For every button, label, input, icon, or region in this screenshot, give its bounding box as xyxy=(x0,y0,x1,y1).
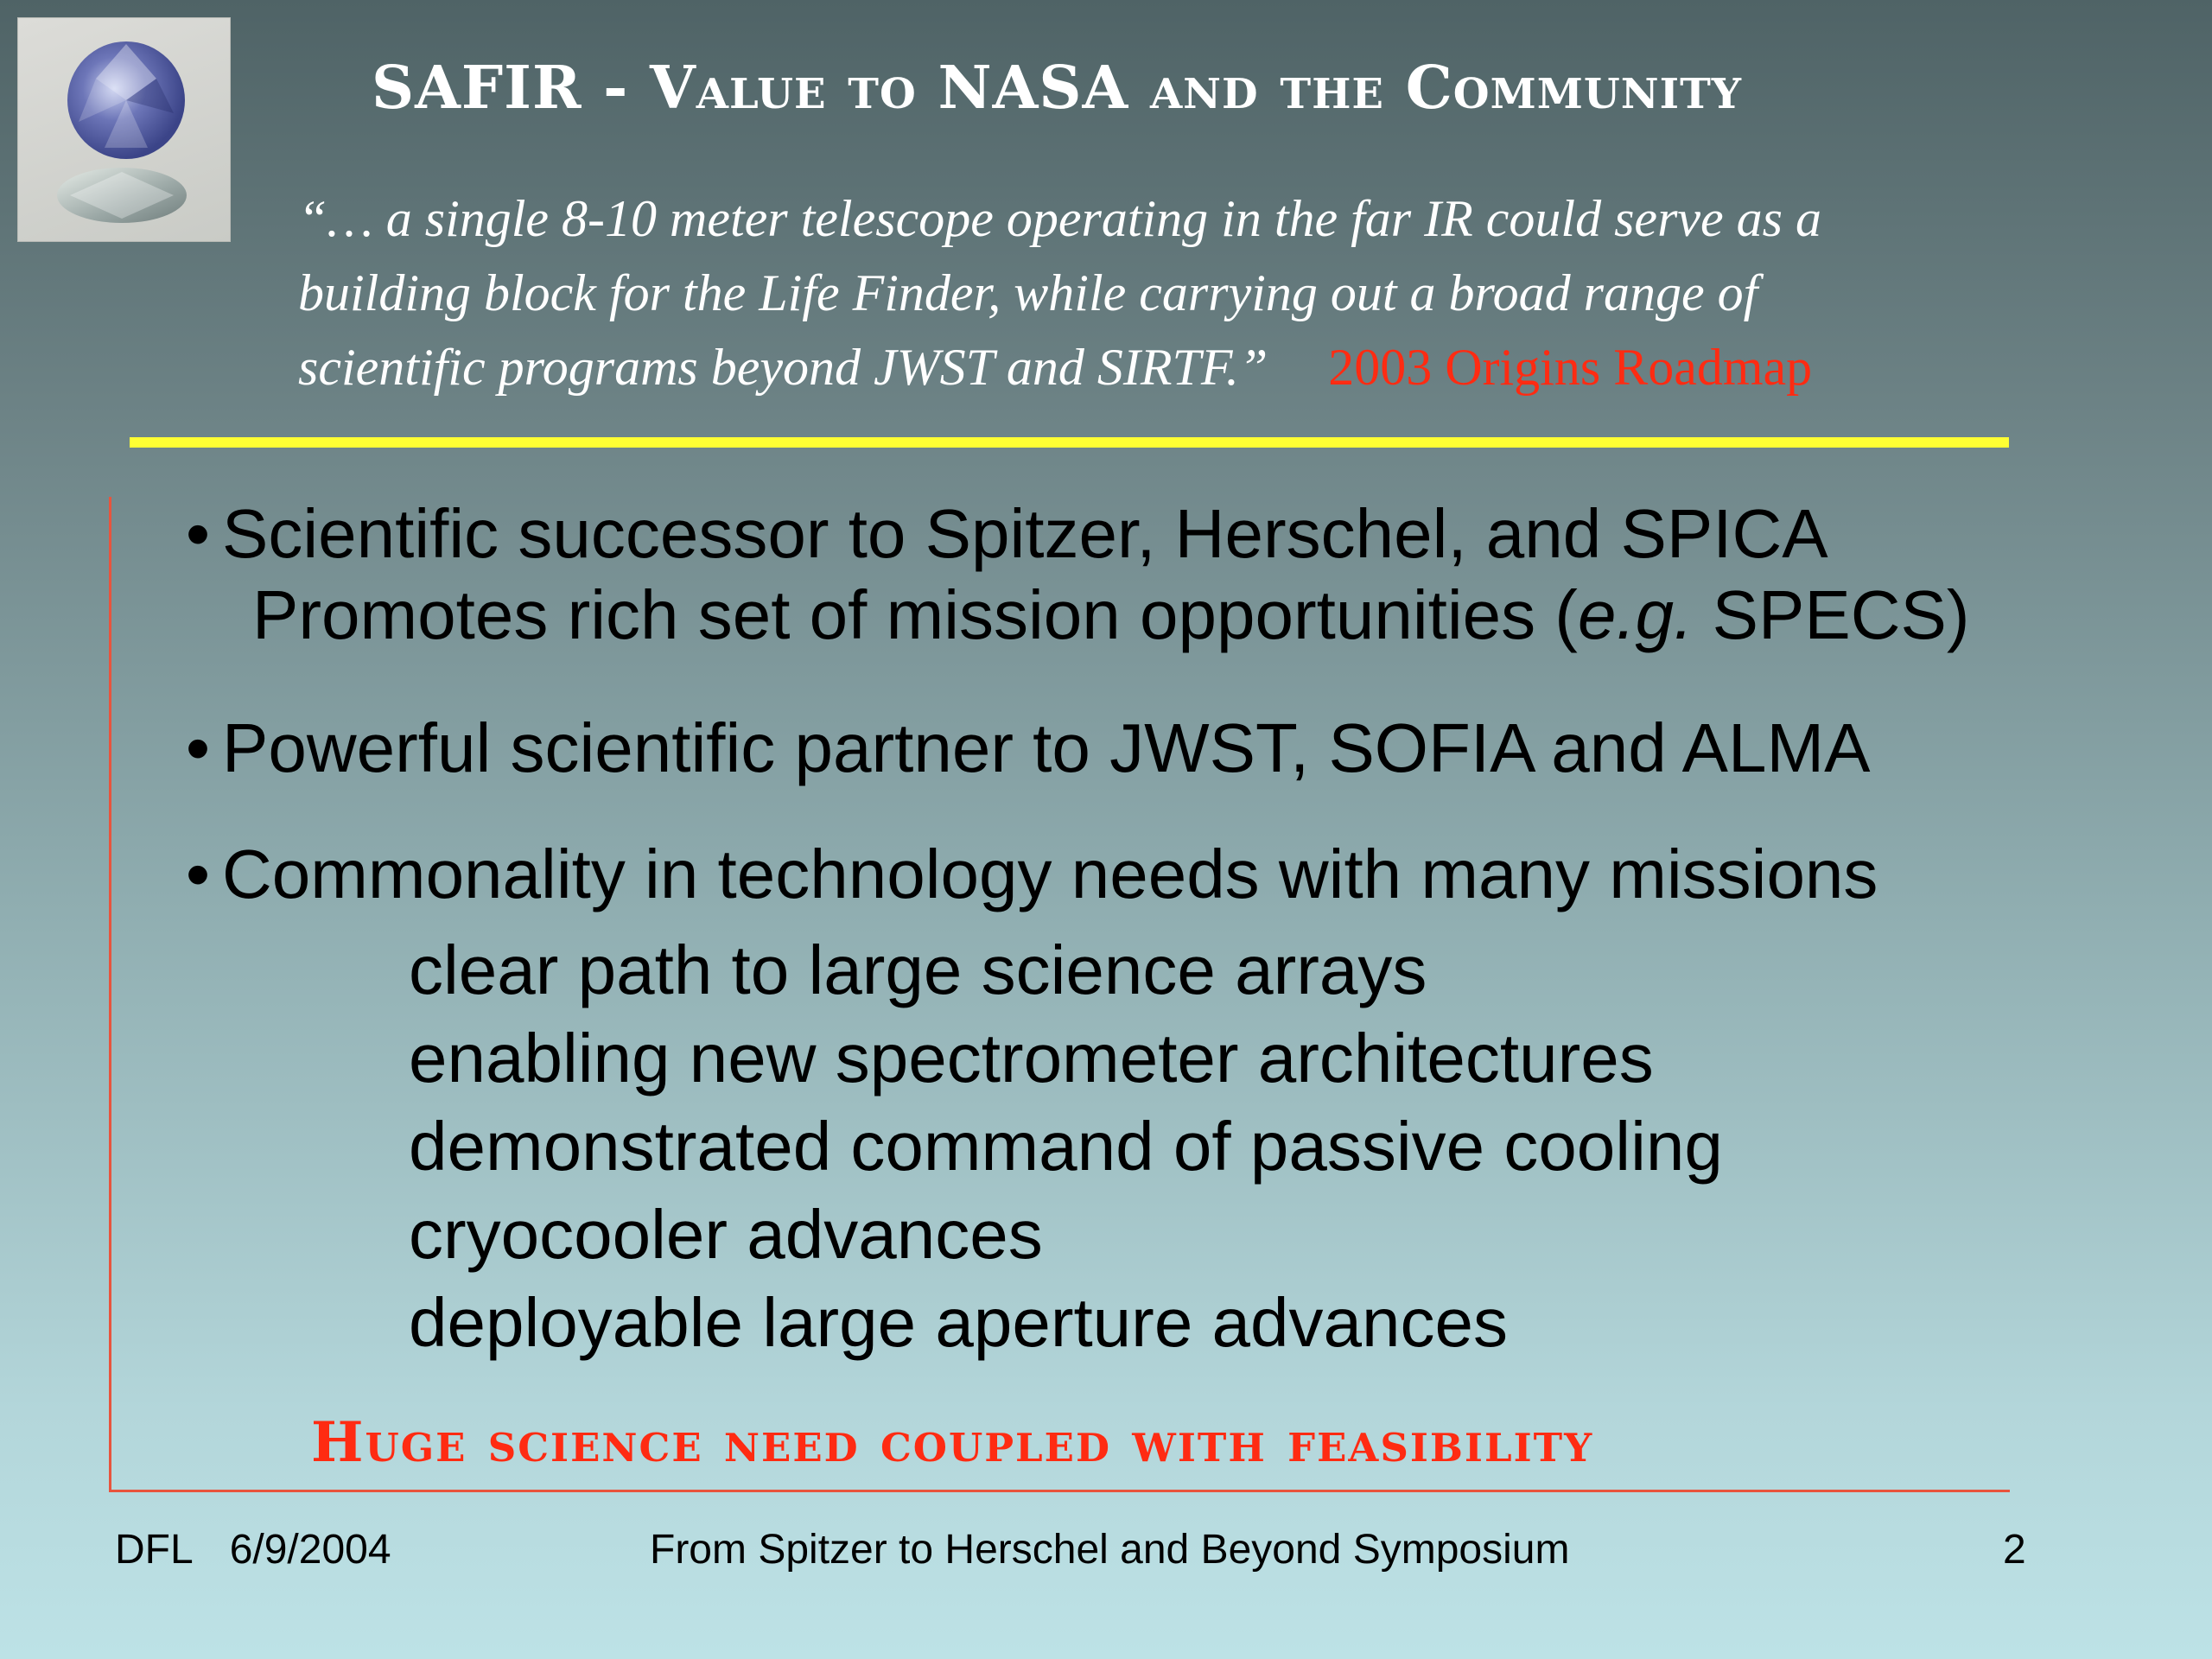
quote-line: building block for the Life Finder, while carrying out a broad range of xyxy=(298,264,1758,321)
title-divider xyxy=(130,437,2009,448)
bullet-text-italic: e.g. xyxy=(1577,576,1694,653)
bullet-continuation xyxy=(252,575,1969,655)
gemstone-icon xyxy=(17,17,231,242)
bullet-text: Scientific successor to Spitzer, Herschel, and SPICA xyxy=(222,495,1828,572)
footer-left xyxy=(115,1526,391,1573)
bullet-text: Promotes rich set of mission opportunities ( xyxy=(252,576,1578,653)
bullet-text: SPECS) xyxy=(1693,576,1970,653)
bullet-glyph: • xyxy=(186,836,211,912)
emphasis-statement: Huge science need coupled with feasibility xyxy=(311,1410,1594,1475)
sub-item: deployable large aperture advances xyxy=(409,1284,1508,1361)
frame-left-line xyxy=(109,497,111,1491)
bullet-item xyxy=(186,709,1870,788)
sub-item: clear path to large science arrays xyxy=(409,931,1427,1008)
sub-item: cryocooler advances xyxy=(409,1196,1043,1273)
quote-source: 2003 Origins Roadmap xyxy=(1328,339,1813,396)
quote-line: “… a single 8-10 meter telescope operating in the far IR could serve as a xyxy=(298,190,1822,247)
quote-line xyxy=(298,330,2113,404)
frame-bottom-line xyxy=(109,1490,2010,1492)
sub-item-list xyxy=(409,926,1723,1367)
quote-block xyxy=(298,181,2113,404)
footer-author: DFL xyxy=(115,1527,194,1573)
footer-page-number: 2 xyxy=(2003,1527,2026,1573)
footer-date: 6/9/2004 xyxy=(229,1527,391,1573)
bullet-glyph: • xyxy=(186,709,211,786)
bullet-text: Powerful scientific partner to JWST, SOFIA and ALMA xyxy=(222,709,1871,786)
footer-event: From Spitzer to Herschel and Beyond Symposium xyxy=(650,1527,1570,1573)
sub-item: demonstrated command of passive cooling xyxy=(409,1108,1723,1185)
bullet-text: Commonality in technology needs with many missions xyxy=(222,836,1878,912)
sub-item: enabling new spectrometer architectures xyxy=(409,1020,1654,1096)
bullet-item xyxy=(186,835,1878,914)
bullet-item xyxy=(186,494,1969,655)
quote-line-text: scientific programs beyond JWST and SIRTF.” xyxy=(298,339,1268,396)
bullet-glyph: • xyxy=(186,495,211,572)
slide-title: SAFIR - Value to NASA and the Community xyxy=(372,54,1743,123)
